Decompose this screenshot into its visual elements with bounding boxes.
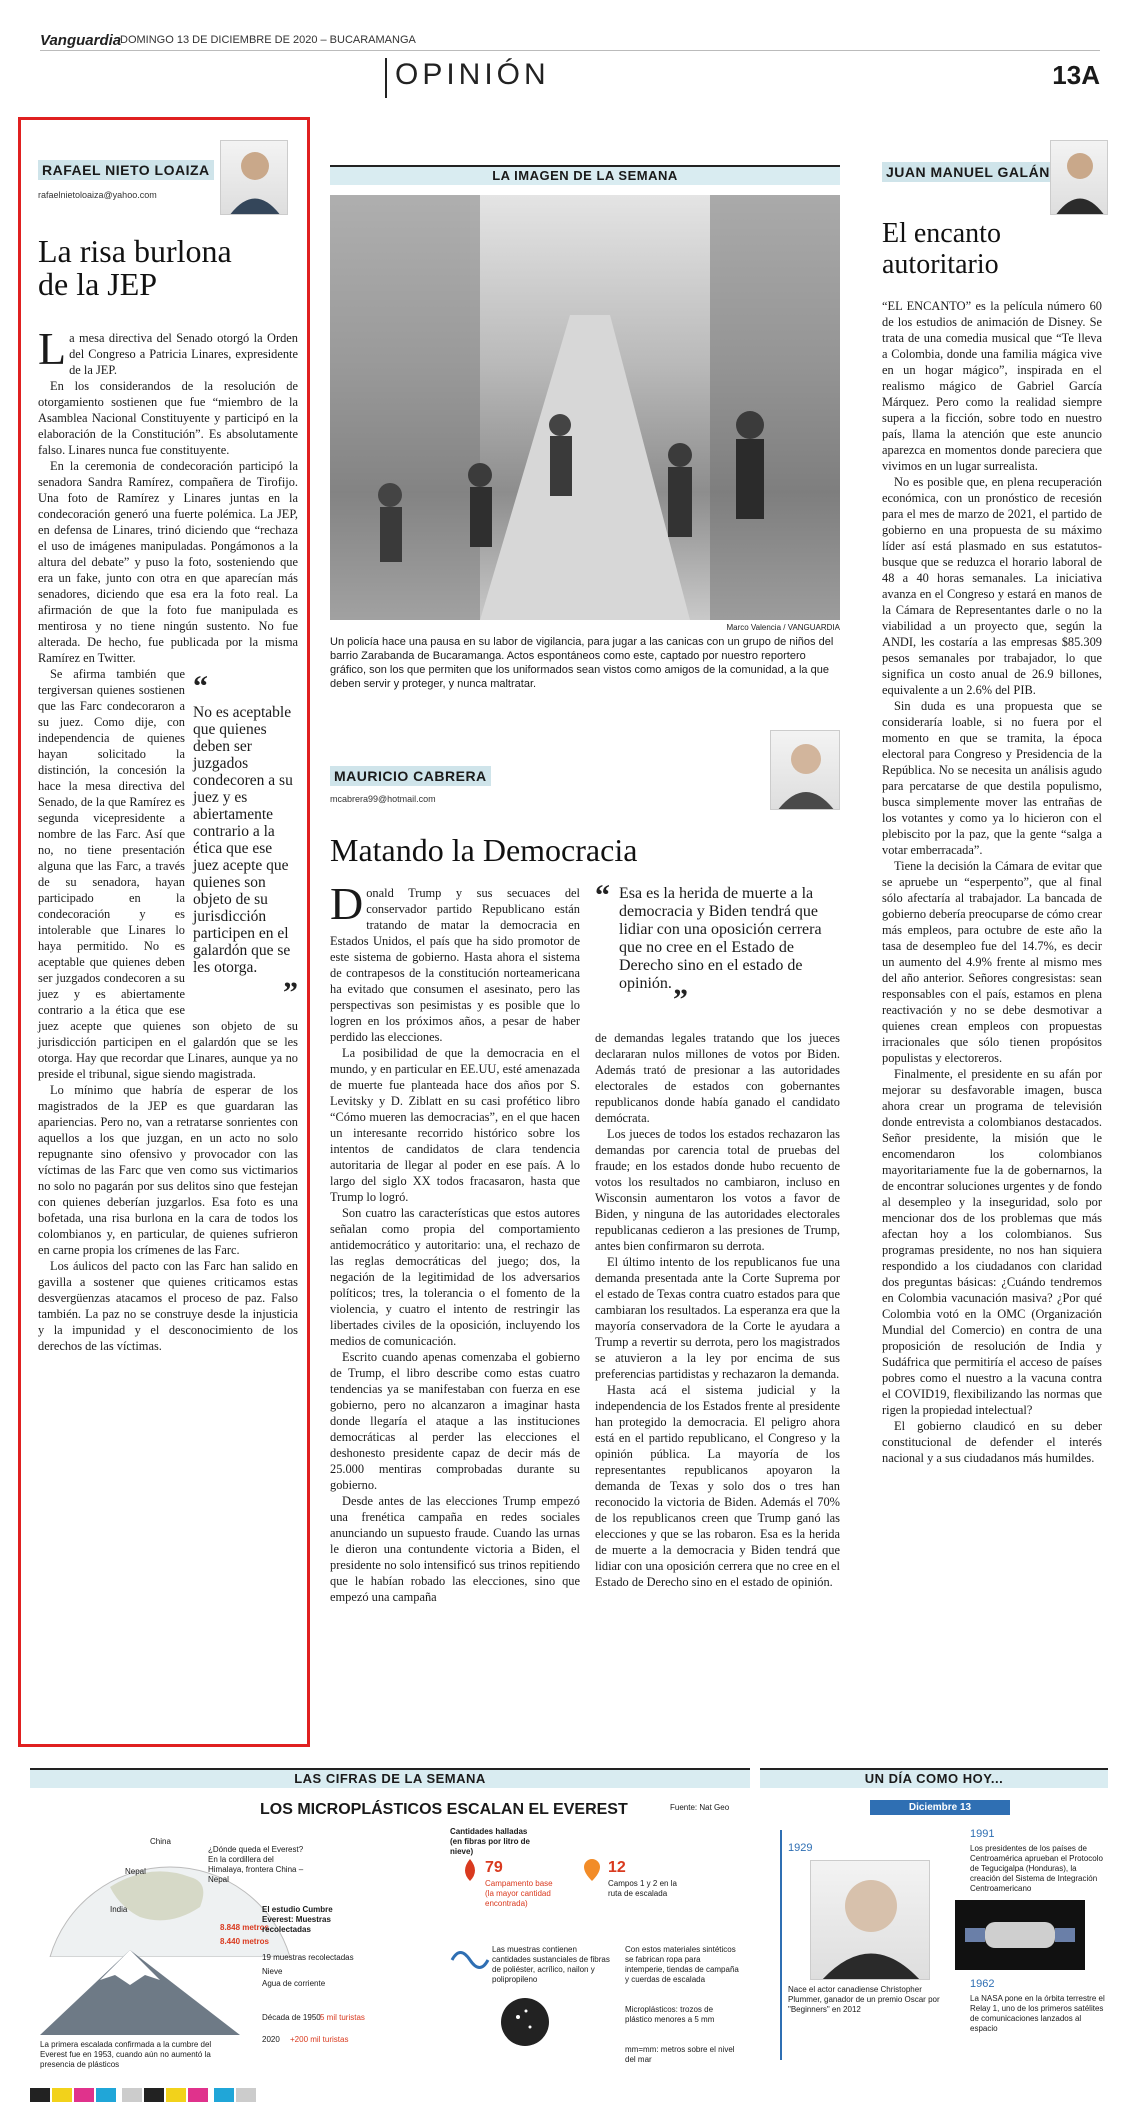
photo-credit: Marco Valencia / VANGUARDIA	[726, 623, 840, 632]
portrait-icon	[811, 1861, 930, 1980]
microplastic-magnify-icon	[500, 1997, 550, 2047]
climbers-1950-year: Década de 1950	[262, 2013, 321, 2022]
masthead	[40, 30, 1100, 100]
plummer-portrait	[810, 1860, 930, 1980]
article-body-mid-left	[330, 878, 580, 1605]
paragraph: Tiene la decisión la Cámara de evitar que se apruebe un “esperpento”, que al final sólo afectaría al trabajador. La bancada de gobierno debería preocuparse de cómo crear más empleos, para octubre de este año la tasa de desempleo fue del 14.7%, es decir un aumento del 4.9% frente al mismo mes del año anterior. Señores congresistas: sean responsables con el país, estamos en plena reactivación y no se debe desmotivar a quienes crean empleos con propuestas irracionales que sólo tienen propósitos populistas y electoreros.	[882, 859, 1102, 1065]
paragraph: No es posible que, en plena recuperación económica, con un pronóstico de recesión para el mes de marzo de 2021, el partido de gobierno en una propuesta de su máximo líder así está plasmado en sus estatutos- busque que se reduzca el horario laboral de 48 a 40 horas semanales. La iniciativa avanza en el Congreso y estará en manos de la Cámara de Representantes darle o no la viabilidad a un proyecto que, según la ANDI, les costaría a las empresas $85.309 pesos semanales por trabajador, lo que significa un costo anual de 26.9 billones, equivalente a un 2.6% del PIB.	[882, 475, 1102, 697]
portrait-icon	[221, 141, 288, 215]
dia-label: UN DÍA COMO HOY...	[760, 1768, 1108, 1788]
map-label-india: India	[110, 1905, 128, 1914]
portrait-icon	[1051, 141, 1108, 215]
paragraph: Finalmente, el presidente en su afán por mejorar su desfavorable imagen, busca ahora crear un programa de televisión donde entrevista a colombianos destacados. Señor presidente, la misión que le encomendaron los colombianos mayoritariamente fue la de gobernarnos, la de encontrar soluciones urgentes y de fondo al desempleo y la inseguridad, solo por mencionar dos de los problemas que más afectan hoy a los colombianos. Sus programas presidente, no nos han siquiera respondido a los ciudadanos con claridad dos preguntas básicas: ¿Cuándo tendremos en Colombia vacunación masiva? ¿Por qué Colombia votó en la OMC (Organización Mundial del Comercio) en contra de una proposición de resolución de India y Sudáfrica que permitiría el acceso de países pobres como el nuestro a la vacuna contra el COVID19, flexibilizando las normas que rigen la propiedad intelectual?	[882, 1067, 1102, 1417]
paragraph: de demandas legales tratando que los jueces declararan nulos millones de votos por Biden. Además trató de presionar a las autoridades electorales de estados con gobernantes republicanos donde había ganado el candidato demócrata.	[595, 1031, 840, 1125]
byline-left	[38, 160, 214, 200]
paragraph: El gobierno claudicó en su deber constitucional de defender el interés nacional y a sus ciudadanos más humildes.	[882, 1419, 1102, 1465]
page-number: 13A	[1052, 60, 1100, 90]
fiber-note: Las muestras contienen cantidades sustanciales de fibras de poliéster, acrílico, nailon y polipropileno	[492, 1945, 610, 1984]
satellite-image	[955, 1900, 1085, 1970]
sample-type-snow: Nieve	[262, 1967, 283, 1976]
byline-mid	[330, 766, 730, 804]
paragraph: Los áulicos del pacto con las Farc han salido en gavilla a sostener que quienes criticamos estas desvergüenzas atacamos el proceso de paz. Falso también. La paz no se construye desde la injusticia y la impunidad y el desconocimiento de los derechos de las víctimas.	[38, 1259, 298, 1353]
event-year-1929: 1929	[788, 1842, 813, 1854]
photo-image	[330, 195, 840, 620]
close-quote-icon: ”	[673, 983, 688, 1016]
infographic-source: Fuente: Nat Geo	[670, 1803, 730, 1812]
climbers-2020-year: 2020	[262, 2035, 280, 2044]
photo-label: LA IMAGEN DE LA SEMANA	[330, 165, 840, 185]
portrait-icon	[771, 731, 840, 810]
cifras-section	[30, 1768, 750, 1788]
article-title-mid: Matando la Democracia	[330, 832, 638, 868]
author-portrait	[770, 730, 840, 810]
map-label-nepal: Nepal	[125, 1867, 146, 1876]
byline-right	[882, 162, 1062, 182]
author-email: rafaelnietoloaiza@yahoo.com	[38, 190, 157, 200]
paragraph: Los jueces de todos los estados rechazaron las demandas por carencia total de pruebas del fraude; en los estados donde hubo recuento de votos los resultados no cambiaron, incluso en Wisconsin aumentaron los votos a favor de Biden, y ninguna de las autoridades electorales republicanas cedieron a las presiones de Trump, antes bien confirmaron su derrota.	[595, 1127, 840, 1253]
paragraph: El último intento de los republicanos fue una demanda presentada ante la Corte Suprema por el estado de Texas contra cuatro estados para que cambiaran los resultados. La esperanza era que la mayoría conservadora de la Corte le ayudara a Trump a revertir su derrota, pero los magistrados se atuvieron a la ley por encima de sus preferencias partidistas y rechazaron la demanda.	[595, 1255, 840, 1381]
pullquote-left	[193, 670, 298, 1010]
title-line: La risa burlona	[38, 233, 232, 269]
title-line: de la JEP	[38, 266, 158, 302]
footnote: mm=mm: metros sobre el nivel del mar	[625, 2045, 735, 2064]
location-pin-icon	[582, 1859, 602, 1881]
paragraph: Desde antes de las elecciones Trump empezó una frenética campaña en redes sociales anunciando un supuesto fraude. Cuando las urnas le dieron una contundente victoria a Biden, el presidente no solo intensificó sus trinos repitiendo que le habían robado las elecciones, sino que empezó una campaña	[330, 1494, 580, 1604]
paragraph: Lo mínimo que habría de esperar de los magistrados de la JEP es que guardaran las apariencias. Pero no, van a retratarse sonrientes con aquellos a los que juzgan, en un acto no solo repugnante sino ofensivo y provocador con las víctimas de las Farc que ven como sus victimarios no solo no pagarán por sus delitos sino que festejan con quienes deberían juzgarlos. Esa foto es una bofetada, una risa burlona en la cara de todos los colombianos y, en particular, de quienes sufrieron en carne propia los crímenes de las Farc.	[38, 1083, 298, 1257]
flame-icon	[460, 1859, 480, 1881]
paragraph: Donald Trump y sus secuaces del conservador partido Republicano están tratando de matar la democracia en Estados Unidos, el país que ha sido promotor de este sistema de gobierno. Hasta ahora el sistema de contrapesos de la constitución norteamericana ha evitado que consumen el asesinato, pero las perspectivas son pesimistas y es posible que lo logren en los próximos años, a pesar de haber perdido las elecciones.	[330, 878, 580, 1044]
samples-count: 19 muestras recolectadas	[262, 1953, 354, 1962]
paragraph: Sin duda es una propuesta que se consideraría loable, si no fuera por el momento en que se tramita, la época electoral para Congreso y Presidencia de la República. No se necesita un análisis agudo para percatarse de que destila populismo, busca simplemente mover las entrañas de los votantes y como ya lo hicieron con el plebiscito por la paz, que la gente “salga a votar emberracada”.	[882, 699, 1102, 857]
article-title-left	[38, 235, 298, 301]
print-color-bar	[30, 2088, 1110, 2102]
date-banner: Diciembre 13	[870, 1800, 1010, 1815]
event-text-1991: Los presidentes de los países de Centroamérica aprueban el Protocolo de Tegucigalpa (Honduras), la creación del Sistema de Integración Centroamericano	[970, 1844, 1103, 1893]
study-title: El estudio Cumbre Everest: Muestras recolectadas	[262, 1905, 333, 1934]
timeline	[770, 1800, 1108, 2065]
author-name: MAURICIO CABRERA	[330, 766, 491, 786]
event-text-1962: La NASA pone en la órbita terrestre el Relay 1, uno de los primeros satélites de comunicaciones lanzados al espacio	[970, 1994, 1105, 2033]
paragraph: “EL ENCANTO” es la película número 60 de los estudios de animación de Disney. Se trata de una comedia musical que “Te lleva a Colombia, donde una familia mágica vive en un hogar mágico”, inspirada en el realismo mágico de Gabriel García Márquez. Pero como la realidad siempre supera a la ficción, sobre todo en nuestro país, llama la atención que este anuncio aparezca en momentos donde pareciera que vivimos en un lugar surrealista.	[882, 299, 1102, 473]
climbers-1950-value: 5 mil turistas	[320, 2013, 365, 2022]
title-line: El encanto	[882, 218, 1001, 249]
author-portrait	[1050, 140, 1108, 215]
map-question: ¿Dónde queda el Everest? En la cordillera del Himalaya, frontera China – Nepal	[208, 1845, 304, 1884]
camp-label: Campamento base (la mayor cantidad encontrada)	[485, 1879, 553, 1908]
article-body-right	[882, 298, 1102, 1466]
author-name: JUAN MANUEL GALÁN	[882, 162, 1054, 182]
photo-caption: Un policía hace una pausa en su labor de vigilancia, para jugar a las canicas con un grupo de niños del barrio Zarabanda de Bucaramanga. Actos espontáneos como este, captado por nuestro reportero gráfico, son los que permiten que los uniformados sean vistos como amigos de la comunidad, a la que deben servir y proteger, y nunca maltratar.	[330, 636, 834, 690]
author-name: RAFAEL NIETO LOAIZA	[38, 160, 214, 180]
fiber-icon	[450, 1945, 490, 1975]
article-body-left	[38, 323, 298, 1354]
event-text-1929: Nace el actor canadiense Christopher Plummer, ganador de un premio Oscar por "Beginners" en 2012	[788, 1985, 940, 2014]
section-title: OPINIÓN	[385, 58, 550, 98]
altitude-1: 8.848 metros	[220, 1923, 269, 1932]
paragraph: Hasta acá el sistema judicial y la independencia de los Estados frente al presidente han protegido la democracia. El peligro ahora está en el partido republicano, el Congreso y la opinión pública. La mayoría de los representantes republicanos apoyaron la demanda de Texas y solo dos o tres han reconocido la victoria de Biden. Además el 70% de los republicanos creen que Trump ganó las elecciones y que se las robaron. Esa es la herida de muerte a la democracia y Biden tendrá que lidiar con una oposición cerrera que no cree en el Estado de Derecho sino en el estado de opinión.	[595, 1383, 840, 1589]
photo-section	[330, 165, 840, 185]
open-quote-icon: “	[595, 879, 610, 912]
route-label: Campos 1 y 2 en la ruta de escalada	[608, 1879, 677, 1898]
first-expedition-note: La primera escalada confirmada a la cumbre del Everest fue en 1953, cuando aún no aumentó la presencia de plásticos	[40, 2040, 212, 2069]
particles-label: Cantidades halladas (en fibras por litro de nieve)	[450, 1827, 531, 1856]
pullquote-text: Esa es la herida de muerte a la democracia y Biden tendrá que lidiar con una oposición cerrera que no cree en el Estado de Derecho sino en el estado de opinión.	[619, 885, 822, 992]
pullquote-text: No es aceptable que quienes deben ser juzgados condecoren a su juez y es abiertamente contrario a la ética que ese juez acepte que quienes son objeto de su jurisdicción participen en el galardón que se les otorga.	[193, 704, 293, 976]
infographic	[30, 1795, 750, 2069]
event-year-1991: 1991	[970, 1828, 995, 1840]
photo-of-week	[330, 195, 840, 620]
sample-type-water: Agua de corriente	[262, 1979, 326, 1988]
timeline-line	[780, 1830, 782, 2060]
dateline: DOMINGO 13 DE DICIEMBRE DE 2020 – BUCARAMANGA	[120, 34, 416, 46]
close-quote-icon: ”	[283, 976, 298, 1009]
brand-logo: Vanguardia	[40, 32, 122, 49]
cifras-label: LAS CIFRAS DE LA SEMANA	[30, 1768, 750, 1788]
paragraph: La posibilidad de que la democracia en el mundo, y en particular en EE.UU, esté amenazada de muerte fue planteada hace dos años por S. Levitsky y D. Ziblatt en su casi profético libro “Cómo mueren las democracias”, en el que hacen un interesante recorrido histórico sobre los intentos de candidatos de clara tendencia autoritaria de llegar al poder en ese país. A lo largo del siglo XX todos fracasaron, hasta que Trump lo logró.	[330, 1046, 580, 1204]
paragraph: La mesa directiva del Senado otorgó la Orden del Congreso a Patricia Linares, expresidente de la JEP.	[38, 323, 298, 377]
dia-section	[760, 1768, 1108, 1788]
altitude-2: 8.440 metros	[220, 1937, 269, 1946]
author-email: mcabrera99@hotmail.com	[330, 794, 436, 804]
gear-note: Con estos materiales sintéticos se fabrican ropa para intemperie, tiendas de campaña y cuerdas de escalada	[625, 1945, 739, 1984]
article-body-mid-right	[595, 1030, 840, 1590]
paragraph: Se afirma también que tergiversan quienes sostienen que las Farc condecoraron a su juez. Como dije, con independencia de quienes hayan solicitado la distinción, la concesión la hace la mesa directiva del Senado, de la que Ramírez es segunda vicepresidente a nombre de las Farc. Así que no, no tiene presentación alguna que las Farc, a través de su senadora, hayan participado en la condecoración y es intolerable que Linares lo haya permitido. No es aceptable que quienes deben ser juzgados condecoren a su juez y es abiertamente contrario a la ética que ese juez acepte que quienes son objeto de su jurisdicción participen en el galardón que se les otorga. Hay que recordar que Linares, aunque ya no preside el tribunal, sigue siendo magistrada.	[38, 667, 298, 1081]
paragraph: En la ceremonia de condecoración participó la senadora Sandra Ramírez, compañera de Tirofijo. Una foto de Ramírez y Linares juntas en la condecoración generó una fuerte polémica. La JEP, en defensa de Linares, trinó diciendo que “rechaza el uso de imágenes manipuladas. Pongámonos a la altura del debate” y puso la foto, sosteniendo que era un fake, junto con otra en que aparecían más senadores, diciendo que esa era la foto real. La afirmación de que la foto fue manipulada es mentirosa y no tiene ningún sustento. No fue alterada. De hecho, fue publicada por la misma Ramírez en Twitter.	[38, 459, 298, 665]
event-year-1962: 1962	[970, 1978, 995, 1990]
infographic-title: LOS MICROPLÁSTICOS ESCALAN EL EVEREST	[260, 1801, 628, 1818]
paragraph: Escrito cuando apenas comenzaba el gobierno de Trump, el libro describe como estas cuatro tendencias ya se manifestaban con fuerza en ese gobierno, pero no alcanzaron a imaginar hasta donde llegaría el ataque a las instituciones democráticas al perder las elecciones el deshonesto presidente capaz de decir más de 25.000 mentiras comprobadas durante su gobierno.	[330, 1350, 580, 1492]
open-quote-icon: “	[193, 670, 208, 703]
route-value: 12	[608, 1859, 626, 1876]
map-label-china: China	[150, 1837, 171, 1846]
masthead-rule	[40, 50, 1100, 51]
climbers-2020-value: +200 mil turistas	[290, 2035, 349, 2044]
mountain-illustration	[40, 1945, 240, 2035]
pullquote-mid	[595, 879, 840, 1016]
paragraph: Son cuatro las características que estos autores señalan como propia del comportamiento antidemocrático y autoritario: una, el rechazo de las reglas democráticas del juego; dos, la negación de la legitimidad de los adversarios políticos; tres, la tolerancia o el fomento de la violencia, y cuatro el intento de restringir las libertades civiles de la oposición, incluyendo los medios de comunicación.	[330, 1206, 580, 1348]
camp-value: 79	[485, 1859, 503, 1876]
size-note: Microplásticos: trozos de plástico menores a 5 mm	[625, 2005, 715, 2024]
article-title-right	[882, 218, 1102, 280]
title-line: autoritario	[882, 249, 999, 280]
author-portrait	[220, 140, 288, 215]
paragraph: En los considerandos de la resolución de otorgamiento sostienen que fue “miembro de la Asamblea Nacional Constituyente y participó en la elaboración de la Constitución”. Es absolutamente falso. Linares nunca fue constituyente.	[38, 379, 298, 457]
